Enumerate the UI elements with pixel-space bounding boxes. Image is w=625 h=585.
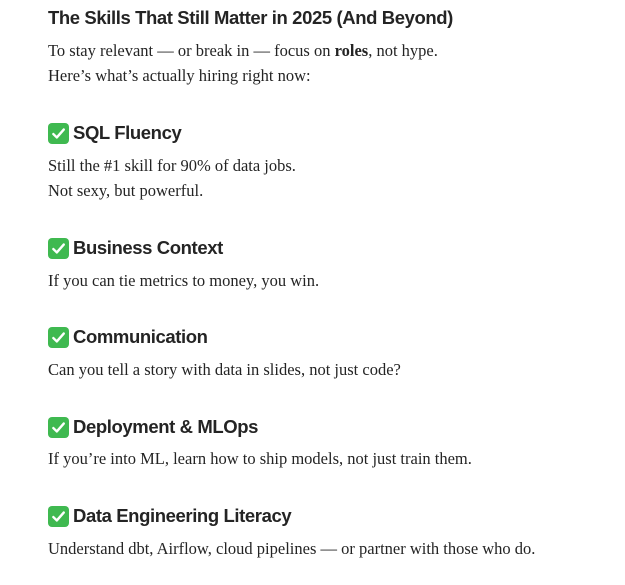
intro-line-1 — [48, 38, 438, 63]
check-mark-icon — [48, 506, 69, 527]
section-body-line: Not sexy, but powerful. — [48, 181, 204, 200]
section-heading-text: SQL Fluency — [73, 122, 182, 143]
intro-bold-text: roles — [334, 41, 369, 60]
intro-line-2: Here’s what’s actually hiring right now: — [48, 66, 311, 85]
section-heading-text: Communication — [73, 326, 208, 347]
article-subheading: The Skills That Still Matter in 2025 (And Beyond) — [48, 7, 453, 28]
check-mark-icon — [48, 238, 69, 259]
check-mark-icon — [48, 327, 69, 348]
section-heading-text: Deployment & MLOps — [73, 416, 259, 437]
intro-text: , not hype. — [368, 41, 438, 60]
section-body-line: If you can tie metrics to money, you win. — [48, 271, 320, 290]
section-body-line: Can you tell a story with data in slides, not just code? — [48, 360, 401, 379]
check-mark-icon — [48, 417, 69, 438]
section-body-sql-fluency — [48, 153, 296, 203]
section-heading-communication — [48, 325, 208, 349]
intro-paragraph — [48, 38, 438, 88]
section-body-line: Understand dbt, Airflow, cloud pipelines — or partner with those who do. — [48, 539, 536, 558]
section-body-data-engineering-literacy — [48, 536, 535, 561]
section-heading-business-context — [48, 236, 223, 260]
section-heading-text: Business Context — [73, 237, 223, 258]
section-body-business-context — [48, 268, 319, 293]
section-heading-text: Data Engineering Literacy — [73, 505, 292, 526]
check-mark-icon — [48, 123, 69, 144]
section-heading-data-engineering-literacy — [48, 504, 291, 528]
intro-text: To stay relevant — or break in — focus on — [48, 41, 335, 60]
section-body-line: Still the #1 skill for 90% of data jobs. — [48, 156, 296, 175]
section-heading-sql-fluency — [48, 121, 181, 145]
section-body-deployment-mlops — [48, 446, 472, 471]
section-heading-deployment-mlops — [48, 415, 258, 439]
section-body-communication — [48, 357, 401, 382]
section-body-line: If you’re into ML, learn how to ship models, not just train them. — [48, 449, 472, 468]
